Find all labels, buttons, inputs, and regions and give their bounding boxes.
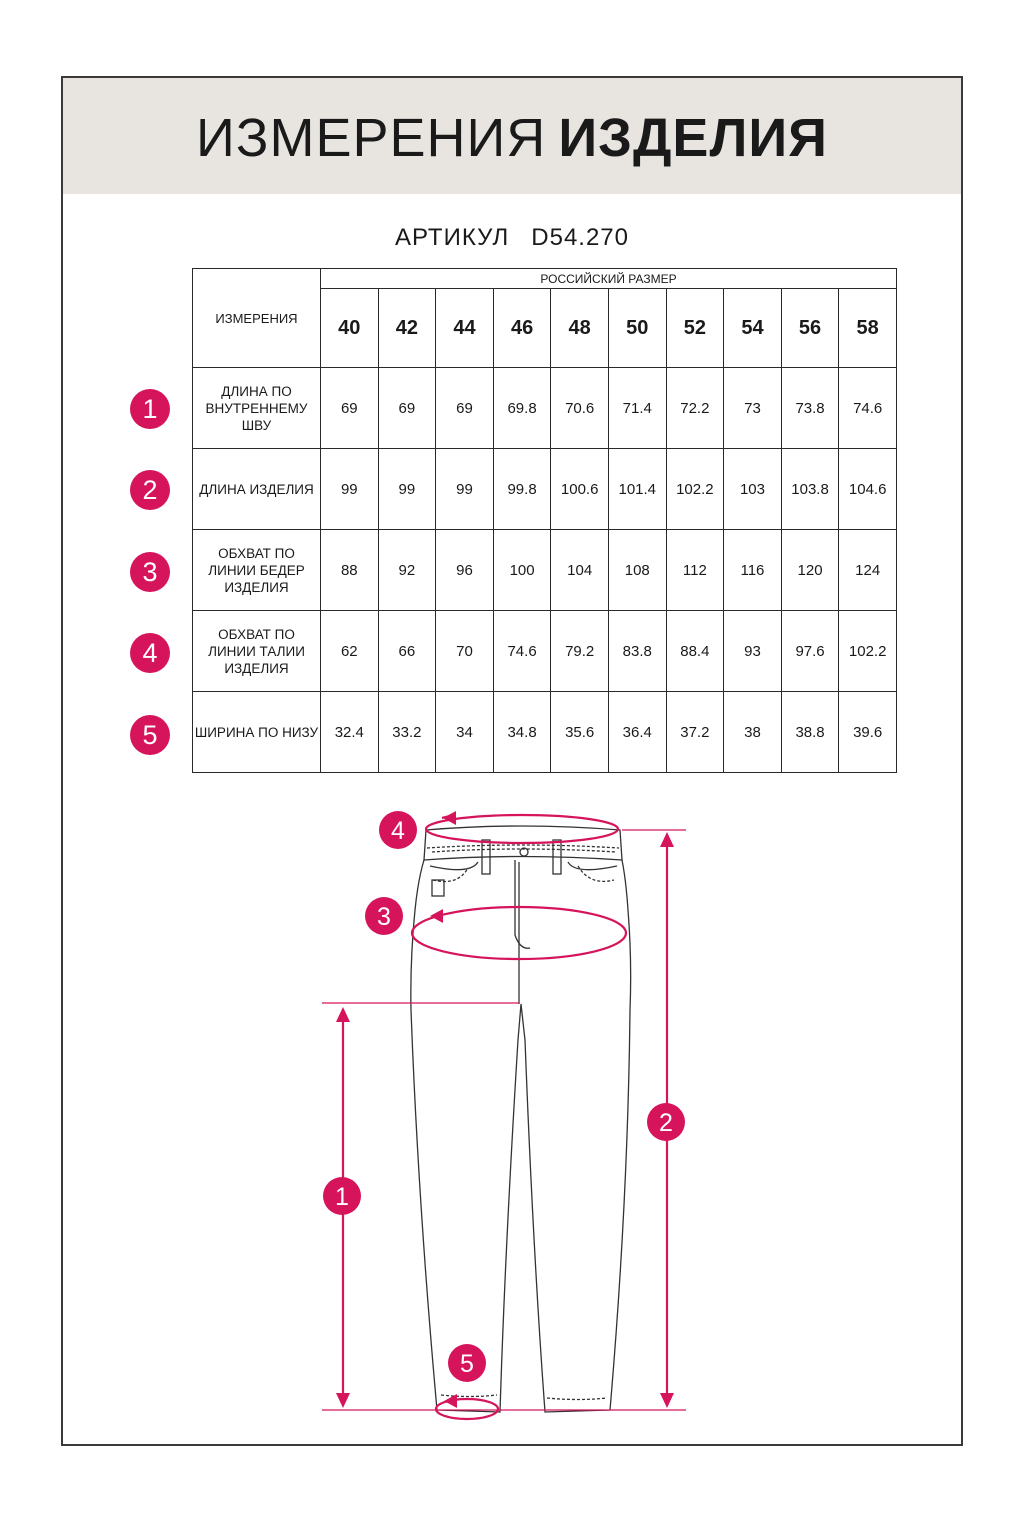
- measurement-label: ШИРИНА ПО НИЗУ: [193, 692, 321, 773]
- table-cell: 32.4: [321, 692, 379, 773]
- table-cell: 92: [378, 530, 436, 611]
- table-cell: 38.8: [781, 692, 839, 773]
- row-number-badge: 3: [130, 552, 170, 592]
- size-header: 48: [551, 289, 609, 368]
- title-bold: ИЗДЕЛИЯ: [558, 108, 828, 168]
- length-arrow-bottom: [660, 1393, 674, 1408]
- size-header: 42: [378, 289, 436, 368]
- row-number-badge: 4: [130, 633, 170, 673]
- article-code: D54.270: [531, 224, 630, 251]
- marker-inseam-label: 1: [335, 1183, 349, 1211]
- row-number-badge: 5: [130, 715, 170, 755]
- table-cell: 102.2: [839, 611, 897, 692]
- size-header: 58: [839, 289, 897, 368]
- table-cell: 116: [724, 530, 782, 611]
- table-cell: 83.8: [608, 611, 666, 692]
- marker-waist-label: 4: [391, 817, 405, 845]
- table-cell: 37.2: [666, 692, 724, 773]
- table-cell: 70: [436, 611, 494, 692]
- size-header: 50: [608, 289, 666, 368]
- table-cell: 99: [378, 449, 436, 530]
- table-cell: 74.6: [493, 611, 551, 692]
- table-cell: 97.6: [781, 611, 839, 692]
- table-cell: 34: [436, 692, 494, 773]
- hem-ellipse: [436, 1399, 498, 1419]
- table-cell: 62: [321, 611, 379, 692]
- length-arrow-top: [660, 832, 674, 847]
- inseam-arrow-top: [336, 1007, 350, 1022]
- size-header: 54: [724, 289, 782, 368]
- article-label: АРТИКУЛ: [394, 224, 510, 251]
- table-cell: 99: [436, 449, 494, 530]
- table-cell: 103.8: [781, 449, 839, 530]
- size-header: 56: [781, 289, 839, 368]
- table-cell: 100.6: [551, 449, 609, 530]
- table-cell: 124: [839, 530, 897, 611]
- table-cell: 88.4: [666, 611, 724, 692]
- table-cell: 69: [436, 368, 494, 449]
- table-cell: 108: [608, 530, 666, 611]
- table-cell: 69: [378, 368, 436, 449]
- marker-hem-label: 5: [460, 1350, 474, 1378]
- table-cell: 69: [321, 368, 379, 449]
- table-cell: 34.8: [493, 692, 551, 773]
- marker-length-label: 2: [659, 1109, 673, 1137]
- size-header: 44: [436, 289, 494, 368]
- marker-hips-label: 3: [377, 903, 391, 931]
- table-cell: 103: [724, 449, 782, 530]
- hem-arrow-head: [444, 1394, 457, 1408]
- table-cell: 39.6: [839, 692, 897, 773]
- measurement-label: ДЛИНА ИЗДЕЛИЯ: [193, 449, 321, 530]
- table-cell: 104.6: [839, 449, 897, 530]
- table-cell: 69.8: [493, 368, 551, 449]
- hips-arrow-head: [430, 909, 443, 923]
- size-group-label: РОССИЙСКИЙ РАЗМЕР: [321, 269, 897, 289]
- table-cell: 112: [666, 530, 724, 611]
- table-cell: 71.4: [608, 368, 666, 449]
- table-cell: 73: [724, 368, 782, 449]
- table-cell: 101.4: [608, 449, 666, 530]
- table-cell: 100: [493, 530, 551, 611]
- table-cell: 96: [436, 530, 494, 611]
- table-cell: 88: [321, 530, 379, 611]
- table-cell: 99.8: [493, 449, 551, 530]
- size-header: 40: [321, 289, 379, 368]
- table-cell: 120: [781, 530, 839, 611]
- table-cell: 99: [321, 449, 379, 530]
- table-cell: 74.6: [839, 368, 897, 449]
- corner-label: ИЗМЕРЕНИЯ: [193, 269, 321, 368]
- table-cell: 38: [724, 692, 782, 773]
- inseam-arrow-bottom: [336, 1393, 350, 1408]
- table-cell: 36.4: [608, 692, 666, 773]
- table-cell: 104: [551, 530, 609, 611]
- measurement-label: ДЛИНА ПО ВНУТРЕННЕМУ ШВУ: [193, 368, 321, 449]
- table-cell: 35.6: [551, 692, 609, 773]
- table-cell: 72.2: [666, 368, 724, 449]
- table-cell: 70.6: [551, 368, 609, 449]
- title-light: ИЗМЕРЕНИЯ: [196, 108, 547, 168]
- measurement-label: ОБХВАТ ПО ЛИНИИ ТАЛИИ ИЗДЕЛИЯ: [193, 611, 321, 692]
- row-number-badge: 2: [130, 470, 170, 510]
- table-cell: 79.2: [551, 611, 609, 692]
- size-header: 46: [493, 289, 551, 368]
- table-cell: 33.2: [378, 692, 436, 773]
- waist-arrow-head: [443, 811, 456, 825]
- row-number-badge: 1: [130, 389, 170, 429]
- table-cell: 93: [724, 611, 782, 692]
- size-header: 52: [666, 289, 724, 368]
- measurement-label: ОБХВАТ ПО ЛИНИИ БЕДЕР ИЗДЕЛИЯ: [193, 530, 321, 611]
- table-cell: 102.2: [666, 449, 724, 530]
- table-cell: 73.8: [781, 368, 839, 449]
- table-cell: 66: [378, 611, 436, 692]
